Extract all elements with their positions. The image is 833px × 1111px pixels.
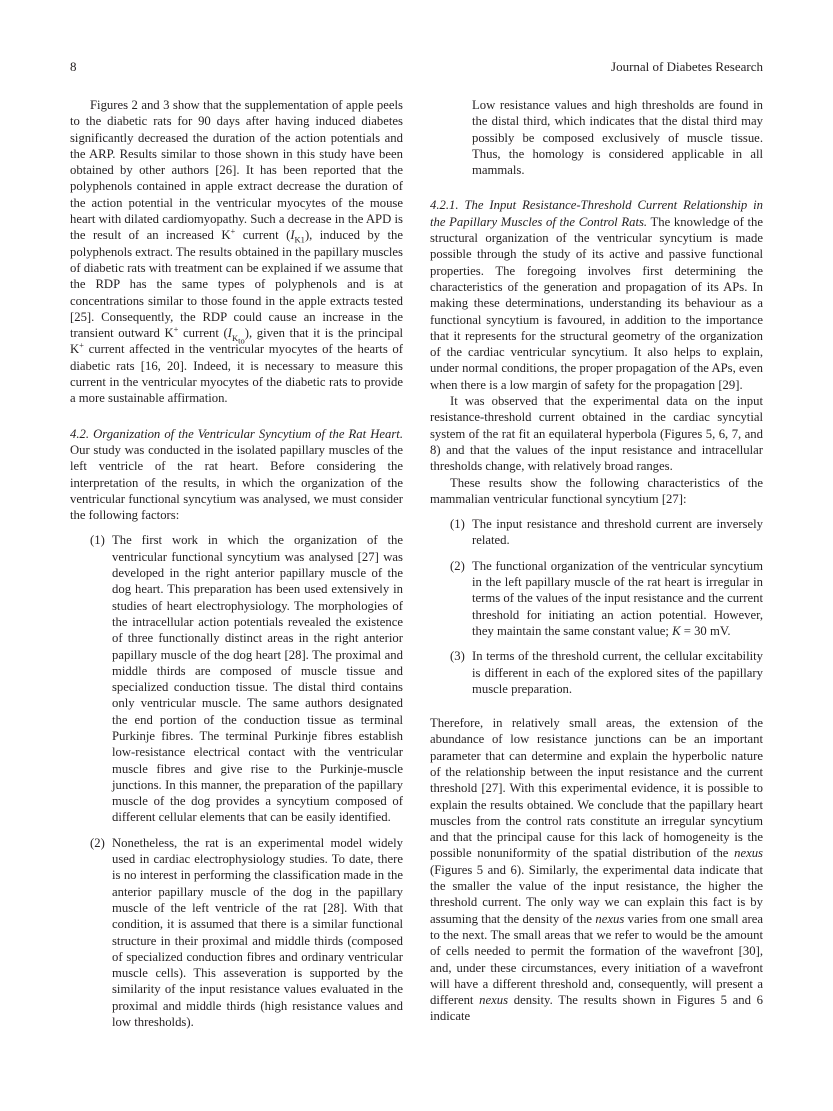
paragraph-nexus: Therefore, in relatively small areas, the extension of the abundance of low resistance junctions can be an important parameter that can determine and explain the hyperbolic nature of the relationship between the input resistance and the current threshold [27]. With this experimental evidence, it is possible to explain the results obtained. We conclude that the papillary heart muscles from the control rats constitute an irregular syncytium and that the principal cause for this lack of homogeneity is the possible nonuniformity of the spatial distribution of the nexus (Figures 5 and 6). Similarly, the experimental data indicate that the smaller the value of the input resistance, the higher the threshold current. The only way we can explain this fact is by assuming that the density of the nexus varies from one small area to the next. The small areas that we refer to would be the amount of cells needed to permit the formation of the wavefront [30], and, under these circumstances, every initiation of a wavefront will have a different threshold and, consequently, will present a different nexus density. The results shown in Figures 5 and 6 indicate	[430, 716, 764, 1024]
list-item: (3) In terms of the threshold current, the cellular excitability is different in each of the explored sites of the papillary muscle preparation.	[450, 649, 763, 696]
left-column	[70, 97, 403, 1030]
list-item: (2) Nonetheless, the rat is an experimental model widely used in cardiac electrophysiology studies. To date, there is no interest in performing the classification made in the anterior papillary muscle of the dog in the papillary muscle of the left ventricle of the rat [28]. With that condition, it is assumed that there is a similar functional structure in their proximal and middle thirds (composed of specialized conduction fibres and ordinary ventricular muscle cells). This asseveration is supported by the similarity of the input resistance values evaluated in the proximal and middle thirds (high resistance values and low thresholds).	[90, 835, 403, 1030]
list-item: (2) The functional organization of the ventricular syncytium in the left papillary muscle of the rat heart is irregular in terms of the values of the input resistance and the current threshold for initiating an action potential. However, they maintain the same constant value; K = 30 mV.	[450, 558, 763, 638]
running-header-journal: Journal of Diabetes Research	[611, 59, 763, 74]
section-4-2: 4.2. Organization of the Ventricular Syncytium of the Rat Heart. Our study was conducted in the isolated papillary muscles of the left ventricle of the rat heart. Before considering the interpretation of the results, in which the organization of the ventricular functional syncytium was analysed, we must consider the following factors:	[70, 426, 403, 523]
page-number: 8	[70, 59, 77, 74]
list-item: (1) The input resistance and threshold current are inversely related.	[450, 517, 763, 548]
paragraph-apple-peels: Figures 2 and 3 show that the supplementation of apple peels to the diabetic rats for 90 days after having induced diabetes significantly decreased the duration of the action potentials and the ARP. Results similar to those shown in this study have been obtained by other authors [26]. It has been reported that the polyphenols contained in apple extract decrease the duration of the action potential in the ventricular myocytes of the mouse heart with dilated cardiomyopathy. Such a decrease in the APD is the result of an increased K+ current $(I_{K1})$, induced by the polyphenols extract. The results obtained in the papillary muscles of diabetic rats with treatment can be explained if we assume that the RDP has the same types of polyphenols and is at concentrations similar to those found in the apple extracts tested [25]. Consequently, the RDP could cause an increase in the transient outward K+ current $(I_{K_{to}})$, given that it is the principal K+ current affected in the ventricular myocytes of the hearts of diabetic rats [16, 20]. Indeed, it is necessary to measure this current in the ventricular myocytes of the diabetic rats to provide a more sustainable affirmation.	[70, 98, 404, 406]
characteristics-list	[430, 516, 763, 697]
section-heading-4-2-1: 4.2.1. The Input Resistance-Threshold Current Relationship in the Papillary Muscles of the Control Rats.	[430, 198, 763, 229]
list-item: (1) The first work in which the organization of the ventricular functional syncytium was analysed [27] was developed in the right anterior papillary muscle of the dog heart. This preparation has been used extensively in studies of heart electrophysiology. The morphologies of the intracellular action potentials revealed the existence of three functionally distinct areas in the right anterior papillary muscle of the dog heart [28]. The proximal and middle thirds are composed of muscle tissue and specialized conduction tissue. The distal third contains only ventricular muscle. The same authors designated the end portion of the conduction tissue as terminal Purkinje fibres. The terminal Purkinje fibres establish low-resistance electrical contact with the ventricular muscle fibres and give rise to the Purkinje-muscle junctions. In this manner, the preparation of the papillary muscle of the dog provides a syncytium composed of different cellular elements that can be easily identified.	[90, 533, 403, 825]
paragraph-hyperbola: It was observed that the experimental data on the input resistance-threshold current obtained in the cardiac syncytial system of the rat fit an equilateral hyperbola (Figures 5, 6, 7, and 8) and that the values of the input resistance and intracellular thresholds change, with relatively broad ranges.	[430, 394, 763, 474]
section-heading-4-2: 4.2. Organization of the Ventricular Syncytium of the Rat Heart.	[70, 426, 403, 441]
factors-list	[70, 532, 403, 1030]
section-4-2-1: 4.2.1. The Input Resistance-Threshold Current Relationship in the Papillary Muscles of the Control Rats. The knowledge of the structural organization of the ventricular syncytium is made possible through the study of its active and passive functional properties. The foregoing involves first determining the characteristics of the generation and propagation of its APs. In making these determinations, understanding its behaviour as a functional syncytium is favoured, in addition to the importance that it represents for the structural geometry of the organization of the cardiac ventricular syncytium. It also helps to explain, under normal conditions, the proper propagation of the APs, even when there is a low margin of safety for the propagation [29].	[430, 198, 764, 392]
list-item-continuation: Low resistance values and high thresholds are found in the distal third, which indicates that the distal third may possibly be composed exclusively of muscle tissue. Thus, the homology is considered applicable in all mammals.	[472, 98, 763, 178]
right-column	[430, 97, 763, 1025]
paragraph-characteristics: These results show the following characteristics of the mammalian ventricular functional syncytium [27]:	[430, 475, 763, 506]
